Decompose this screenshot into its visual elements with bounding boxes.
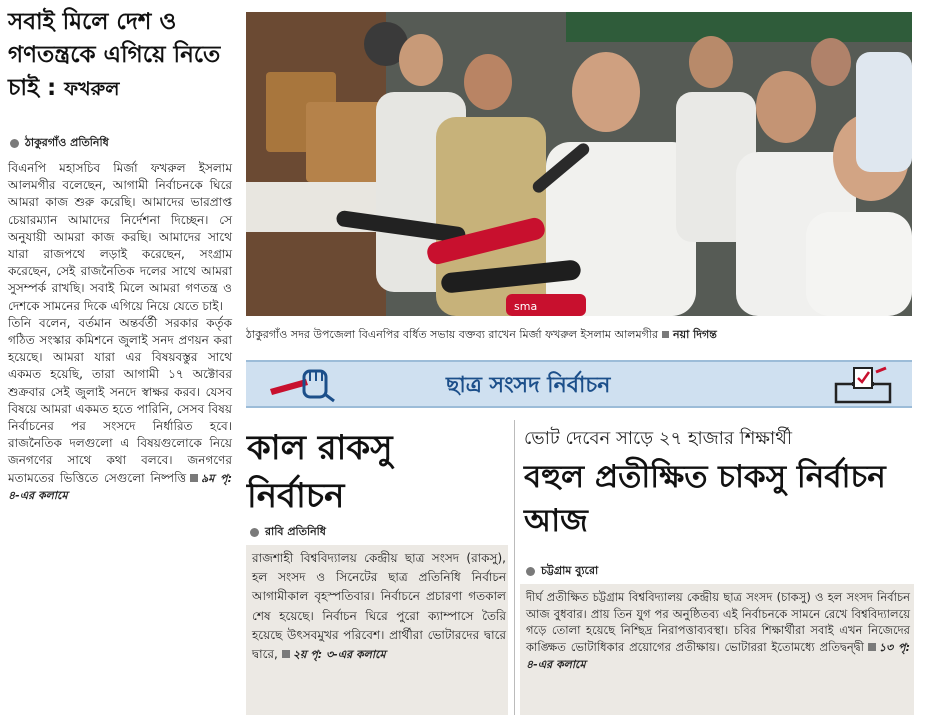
photo-caption: [246, 326, 912, 345]
mic-brand-label: sma: [514, 300, 538, 313]
raksu-jump[interactable]: [278, 648, 386, 661]
left-paragraph-1: বিএনপি মহাসচিব মির্জা ফখরুল ইসলাম আলমগীর বলেছেন, আগামী নির্বাচনকে ঘিরে আমরা কাজ শুরু করেছি। আমাদের ভারপ্রাপ্ত চেয়ারম্যান আমাদের নির্দেশনা দিচ্ছেন। সে অনুযায়ী আমরা কাজ করছি। আমাদের সাথে যারা রাজপথে লড়াই করেছেন, সংগ্রাম করেছেন, সেই রাজনৈতিক দলের সাথে আমরা সুসম্পর্ক রাখছি। সবাই মিলে আমরা গণতন্ত্র ও দেশকে সামনের দিকে এগিয়ে নিয়ে যেতে চাই।: [8, 161, 232, 313]
chaksu-body-text: দীর্ঘ প্রতীক্ষিত চট্টগ্রাম বিশ্ববিদ্যালয় কেন্দ্রীয় ছাত্র সংসদ (চাকসু) ও হল সংসদ নির্বাচন আজ বুধবার। প্রায় তিন যুগ পর অনুষ্ঠিতব্য এই নির্বাচনকে সামনে রেখে বিশ্ববিদ্যালয়ে গড়ে তোলা হয়েছে নিশ্ছিদ্র নিরাপত্তাব্যবস্থা। চবির শিক্ষার্থীরা সবাই এখন নিজেদের কাঙ্ক্ষিত ভোটাধিকার প্রয়োগের প্রতীক্ষায়। ভোটাররা ইতোমধ্যে প্রতিদ্বন্দ্বী: [526, 590, 910, 654]
raksu-byline: [250, 523, 326, 542]
raksu-headline: কাল রাকসু নির্বাচন: [247, 428, 393, 516]
raksu-body-text: রাজশাহী বিশ্ববিদ্যালয় কেন্দ্রীয় ছাত্র সংসদ (রাকসু), হল সংসদ ও সিনেটের ছাত্র প্রতিনিধি নির্বাচন আগামীকাল বৃহস্পতিবার। নির্বাচনে প্রচারণা গতকাল শেষ হয়েছে। নির্বাচন ঘিরে পুরো ক্যাম্পাসে তৈরি হয়েছে উৎসবমুখর পরিবেশ। প্রার্থীরা ভোটারদের দ্বারে দ্বারে,: [252, 551, 506, 662]
square-bullet-icon: [190, 474, 198, 482]
left-headline-speaker: ফখরুল: [64, 78, 120, 100]
bullet-icon: [10, 139, 19, 148]
press-conference-illustration: [246, 12, 912, 316]
raksu-jump-text: ২য় পৃ: ৩-এর কলামে: [292, 648, 386, 662]
column-divider: [514, 420, 515, 715]
chaksu-jump-text: ১৩ পৃ: ৪-এর কলামে: [526, 640, 910, 672]
chaksu-body: [526, 589, 910, 674]
bullet-icon: [526, 567, 535, 576]
raksu-body: [252, 549, 506, 664]
square-bullet-icon: [868, 643, 876, 651]
chaksu-headline: বহুল প্রতীক্ষিত চাকসু নির্বাচন আজ: [524, 459, 886, 539]
raksu-byline-text: রাবি প্রতিনিধি: [265, 525, 326, 538]
left-story-headline: [8, 6, 230, 106]
section-banner: [246, 360, 912, 408]
photo-credit: নয়া দিগন্ত: [673, 328, 717, 341]
left-paragraph-2-text: তিনি বলেন, বর্তমান অন্তর্বর্তী সরকার কর্তৃক গঠিত সংস্কার কমিশনে জুলাই সনদ প্রণয়ন করা হয়েছে। আমরা যারা এর বিষয়বস্তুর সাথে একমত হয়েছি, তারা আগামী ১৭ অক্টোবর শুক্রবার সেই জুলাই সনদে স্বাক্ষর করব। যেসব বিষয়ে আমরা একমত হতে পারিনি, সেসব বিষয় নির্বাচনের পর সংসদে নির্ধারিত হবে। রাজনৈতিক দলগুলো এ বিষয়গুলোকে নিয়ে জনগণের সাথে কথা বলবে। জনগণের মতামতের ভিত্তিতে সেগুলো নিষ্পত্তি: [8, 315, 232, 485]
left-jump-text: ৯ম পৃ: ৪-এর কলামে: [8, 471, 232, 502]
left-story-byline: [10, 134, 109, 153]
left-byline-text: ঠাকুরগাঁও প্রতিনিধি: [25, 136, 109, 149]
chaksu-byline-text: চট্টগ্রাম ব্যুরো: [541, 564, 599, 577]
left-headline-text: সবাই মিলে দেশ ও গণতন্ত্রকে এগিয়ে নিতে চাই :: [8, 9, 221, 101]
banner-title: ছাত্র সংসদ নির্বাচন: [446, 373, 611, 398]
square-bullet-icon: [662, 331, 669, 338]
ballot-box-icon: [828, 366, 898, 408]
photo-caption-text: ঠাকুরগাঁও সদর উপজেলা বিএনপির বর্ধিত সভায় বক্তব্য রাখেন মির্জা ফখরুল ইসলাম আলমগীর: [246, 328, 659, 341]
square-bullet-icon: [282, 650, 290, 658]
news-photo: [246, 12, 912, 316]
raised-fist-icon: [268, 365, 338, 407]
left-story-body: [8, 160, 232, 504]
chaksu-byline: [526, 562, 598, 581]
left-paragraph-2: [8, 315, 232, 504]
chaksu-kicker: ভোট দেবেন সাড়ে ২৭ হাজার শিক্ষার্থী: [524, 428, 793, 449]
bullet-icon: [250, 528, 259, 537]
